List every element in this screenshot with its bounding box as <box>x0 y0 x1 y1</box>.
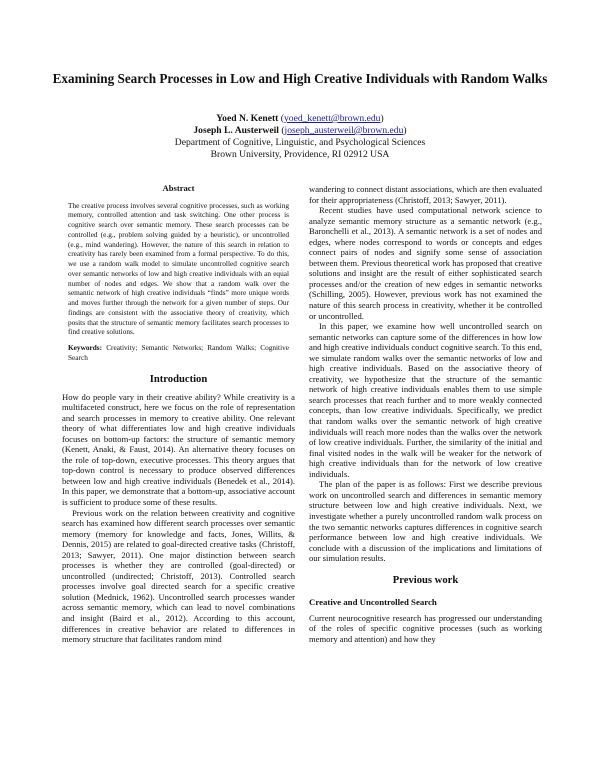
author-line: Yoed N. Kenett (yoed_kenett@brown.edu) <box>216 113 384 124</box>
abstract-heading: Abstract <box>162 183 195 193</box>
right-column <box>309 184 542 644</box>
body-paragraph: In this paper, we examine how well uncontrolled search on semantic networks can capture some of the differences in how low and high creative individuals conduct cognitive search. To this end, we simulate random walks over the semantic networks of low and high creative individuals. Based on the associative theory of creativity, we hypothesize that the structure of the semantic network of high creative individuals enables them to use simple search processes that reach further and to more weakly connected concepts, than low creative individuals. Specifically, we predict that random walks over the semantic network of high creative individuals will reach more nodes than the walks over the network of low creative individuals. Further, the similarity of the initial and final visited nodes in the walk will be weaker for the network of high creative individuals than for the network of low creative individuals. <box>309 321 542 479</box>
intro-paragraph: Previous work on the relation between creativity and cognitive search has examined how different search processes over semantic memory (memory for knowledge and facts, Jones, Willits, & Dennis, 2015) are related to goal-directed creative tasks (Christoff, 2013; Sawyer, 2011). One major distinction between search processes is whether they are controlled (goal-directed) or uncontrolled (undirected; Christoff, 2013). Controlled search processes involve goal directed search for a specific creative solution (Mednick, 1962). Uncontrolled search processes wander across semantic memory, which can lead to novel combinations and insight (Baird et al., 2012). According to this account, differences in creative behavior are related to differences in memory structure that facilitates random mind <box>62 507 295 645</box>
introduction-heading: Introduction <box>149 373 208 385</box>
author-email-link[interactable]: yoed_kenett@brown.edu <box>283 113 381 124</box>
abstract-text: The creative process involves several cognitive processes, such as working memory, controlled attention and task switching. One other process is cognitive search over semantic memory. These search processes can be controlled (e.g., problem solving guided by a heuristic), or uncontrolled (e.g., mind wandering). However, the nature of this search in relation to creativity has rarely been examined from a formal perspective. To do this, we use a random walk model to simulate uncontrolled cognitive search over semantic networks of low and high creative individuals with an equal number of nodes and edges. We show that a random walk over the semantic network of high creative individuals “finds” more unique words and moves further through the network for a given number of steps. Our findings are consistent with the associative theory of creativity, which posits that the structure of semantic memory facilitates search processes to find creative solutions. <box>68 200 289 337</box>
body-paragraph: Current neurocognitive research has progressed our understanding of the roles of specific cognitive processes (such as working memory and attention) and how they <box>309 612 542 644</box>
left-column <box>62 183 295 645</box>
paper-title: Examining Search Processes in Low and High Creative Individuals with Random Walks <box>52 71 548 86</box>
keywords-text: Creativity; Semantic Networks; Random Walks; Cognitive Search <box>68 343 289 362</box>
affiliation-line: Department of Cognitive, Linguistic, and Psychological Sciences <box>174 137 426 148</box>
author-block <box>70 113 530 161</box>
author-name: Yoed N. Kenett <box>216 113 279 124</box>
affiliation-line: Brown University, Providence, RI 02912 USA <box>210 149 390 160</box>
intro-paragraph: How do people vary in their creative ability? While creativity is a multifaceted construct, here we focus on the role of representation and search processes in memory to creative ability. One relevant theory of what differentiates low and high creative individuals focuses on bottom-up factors: the structure of semantic memory (Kenett, Anaki, & Faust, 2014). An alternative theory focuses on the role of top-down, executive processes. This theory argues that top-down control is necessary to produce observed differences between low and high creative individuals (Benedek et al., 2014). In this paper, we demonstrate that a bottom-up, associative account is sufficient to produce some of these results. <box>62 391 295 508</box>
body-paragraph: The plan of the paper is as follows: First we describe previous work on uncontrolled search and differences in semantic memory structure between low and high creative individuals. Next, we investigate whether a purely uncontrolled random walk process on the two semantic networks captures differences in cognitive search performance between low and high creative individuals. We conclude with a discussion of the implications and limitations of our simulation results. <box>309 479 542 564</box>
body-paragraph: Recent studies have used computational network science to analyze semantic memory structure as a semantic network (e.g., Baronchelli et al., 2013). A semantic network is a set of nodes and edges, where nodes correspond to words or concepts and edges connect pairs of nodes and signify some sense of association between them. Previous theoretical work has proposed that creative solutions and insight are the result of either sophisticated search processes and/or the creation of new edges in semantic networks (Schilling, 2005). However, previous work has not examined the nature of this search process in creativity, whether it be controlled or uncontrolled. <box>309 205 542 321</box>
keywords <box>68 343 289 363</box>
subsection-heading: Creative and Uncontrolled Search <box>309 596 437 607</box>
keywords-label: Keywords: <box>68 343 103 353</box>
author-line: Joseph L. Austerweil (joseph_austerweil@brown.edu) <box>193 125 407 136</box>
previous-work-heading: Previous work <box>392 574 459 586</box>
body-paragraph: wandering to connect distant associations, which are then evaluated for their appropriateness (Christoff, 2013; Sawyer, 2011). <box>309 184 542 205</box>
author-email-link[interactable]: joseph_austerweil@brown.edu <box>284 125 404 136</box>
author-name: Joseph L. Austerweil <box>193 125 279 136</box>
